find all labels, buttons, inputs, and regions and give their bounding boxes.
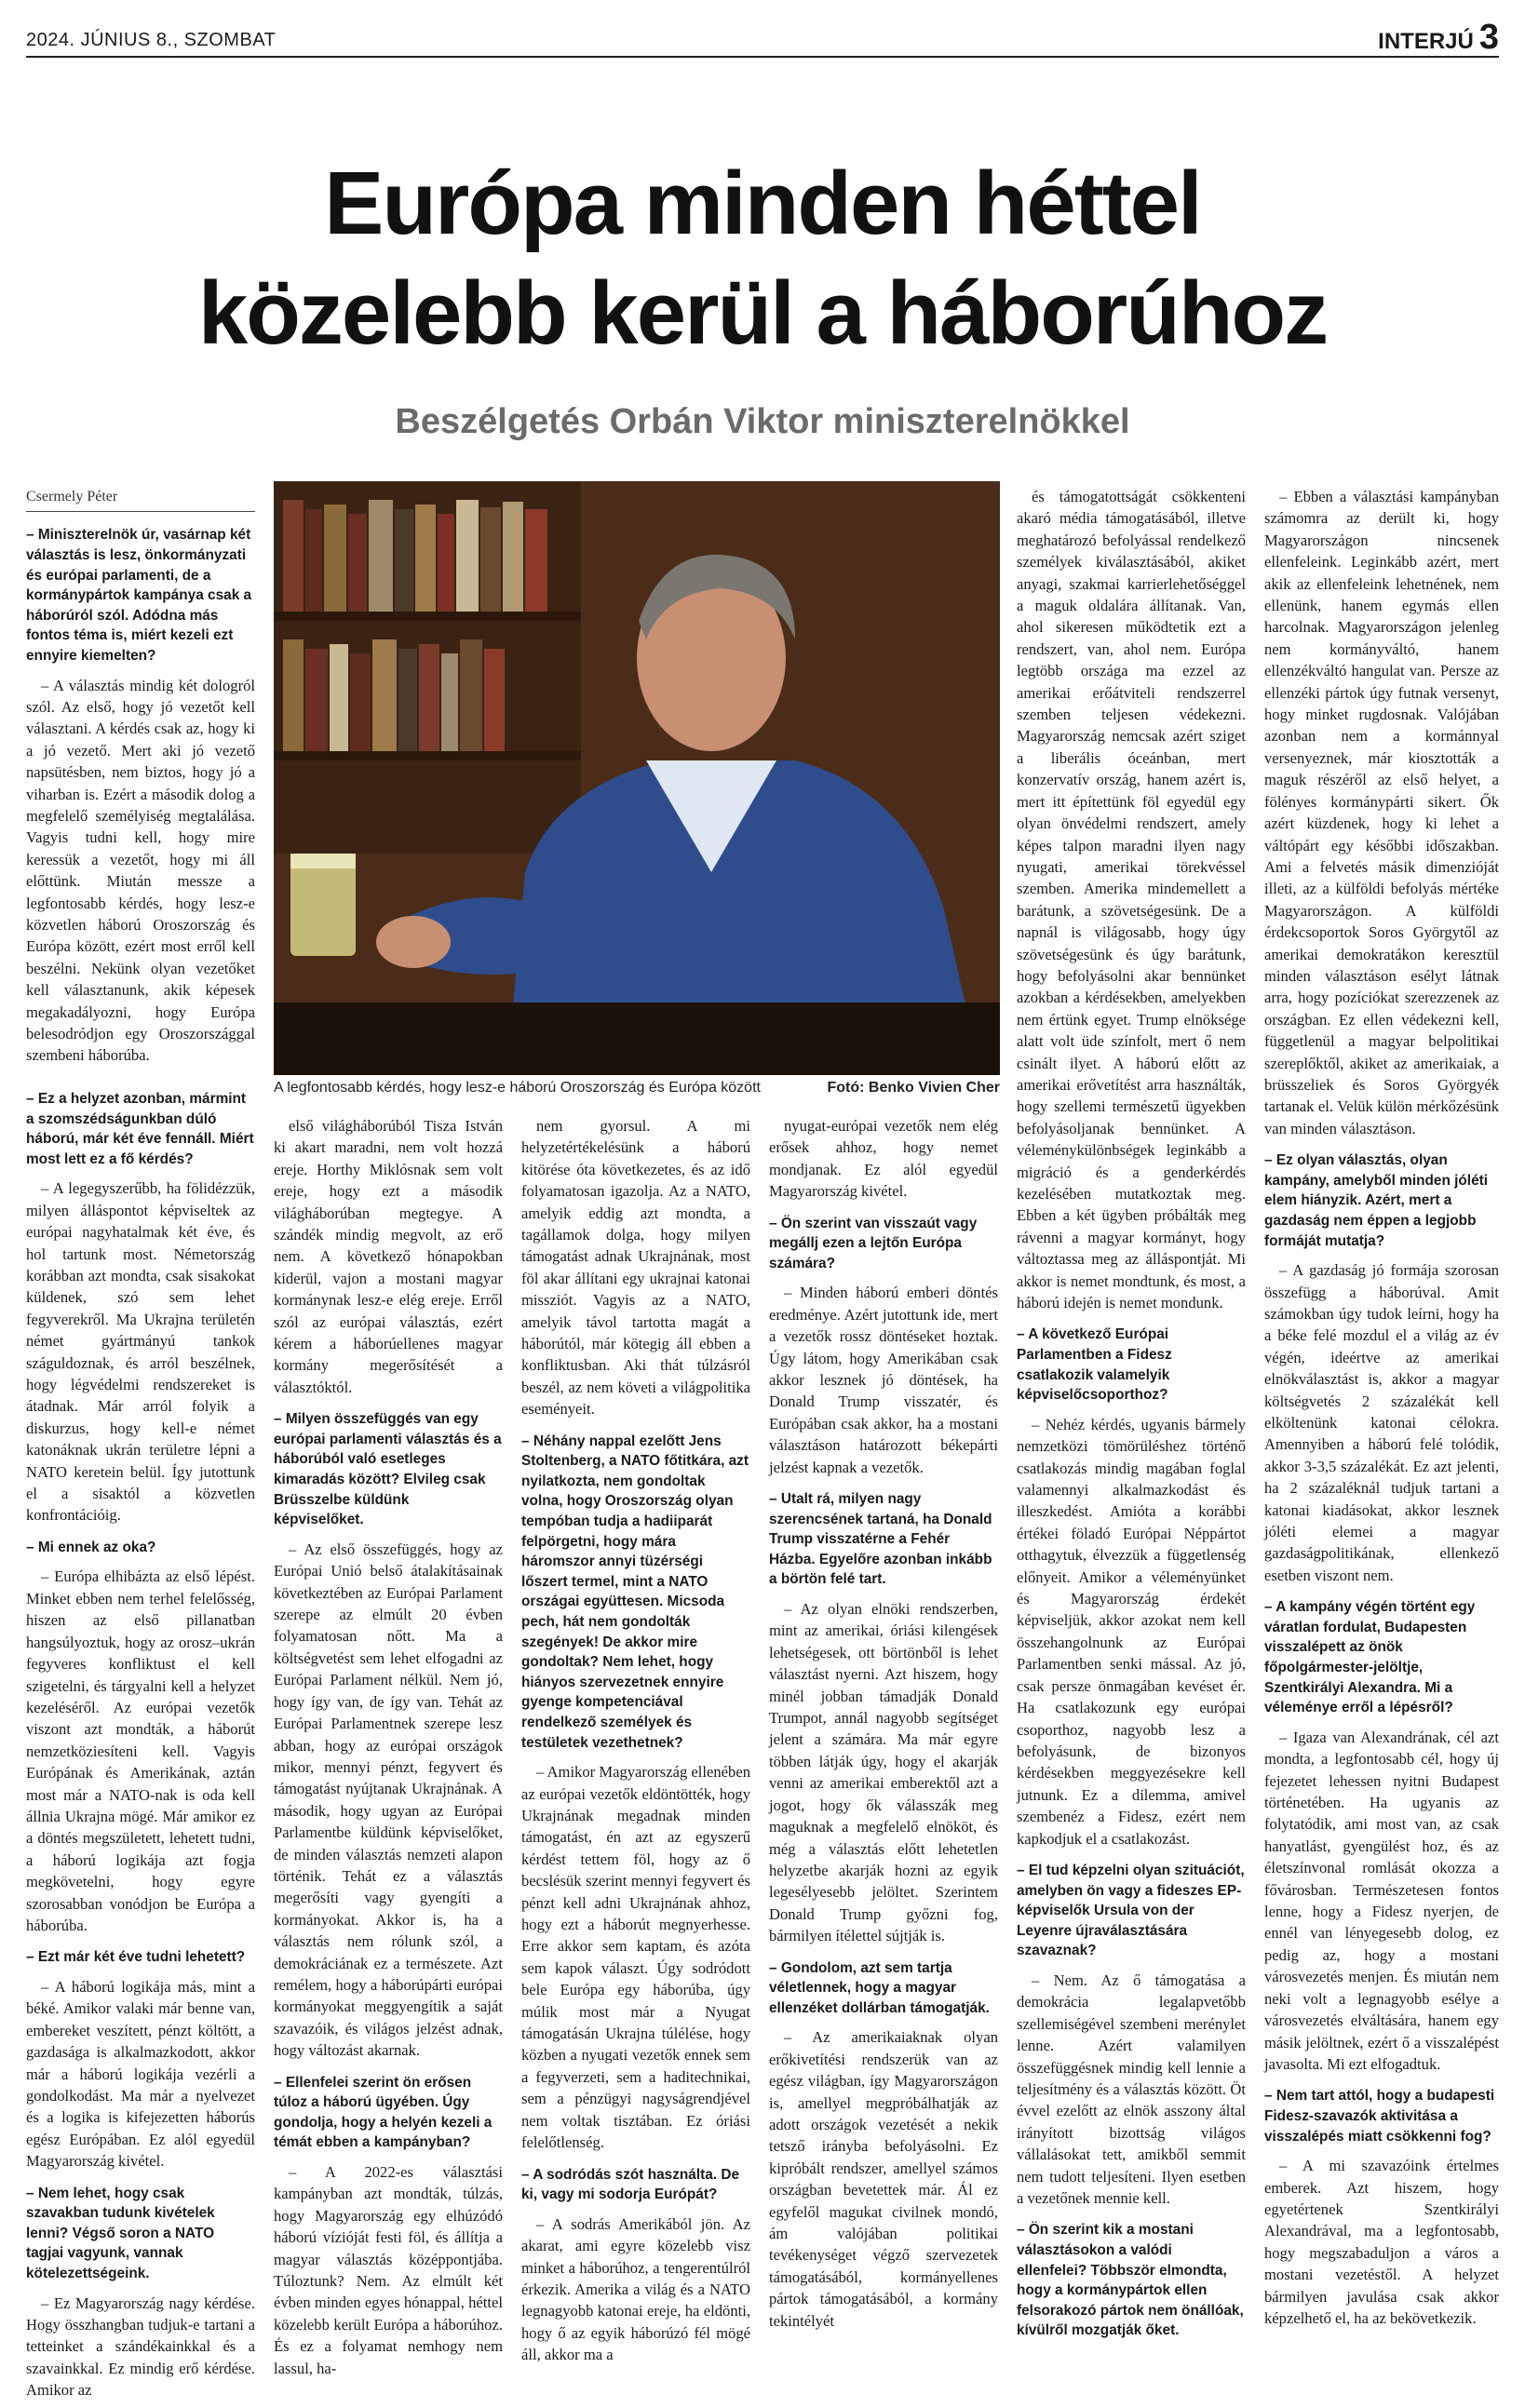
interview-question: – A következő Európai Parlamentben a Fidesz csatlakozik valamelyik képviselőcsoporthoz?	[1017, 1326, 1172, 1404]
author-byline: Csermely Péter	[26, 486, 255, 512]
interview-question: – Nem lehet, hogy csak szavakban tudunk kivételek lenni? Végső soron a NATO tagjai vagyunk, vannak kötelezettségeink.	[26, 2185, 215, 2281]
article-column-2	[274, 1115, 503, 2386]
article-column-1-top	[26, 486, 255, 1073]
interview-question: – Ezt már két éve tudni lehetett?	[26, 1949, 246, 1966]
photo-credit: Fotó: Benko Vivien Cher	[827, 1080, 1000, 1096]
interview-answer: nem gyorsul. A mi helyzetértékelésünk a háború kitörése óta következetes, és az idő folyamatosan igazolja. Az a NATO, amelyik eddig azt mondta, a tagállamok dolga, hogy milyen támogatást adnak Ukrajnának, most föl akar állítani egy ukrajnai katonai missziót. Vagyis az a NATO, amelyik távol tartotta magát a háborútól, már kötegig áll ebben a konfliktusban. Aki thát túlzásról beszél, az nem követi a világpolitika eseményeit.	[521, 1117, 750, 1419]
interview-answer: első világháborúból Tisza István ki akart maradni, nem volt hozzá ereje. Horthy Miklósnak sem volt ereje, hogy ezt a második világháborúban megtegye. A szándék mindig megvolt, az erő nem. A következő hónapokban kiderül, vajon a mostani magyar kormánynak lesz-e elég ereje. Erről szól az európai választás, ezért kérem a háborúellenes magyar kormány megerősítését a választóktól.	[274, 1117, 503, 1396]
interview-answer: – Igaza van Alexandrának, cél azt mondta, a legfontosabb cél, hogy új fejezetet lehessen nyitni Budapest történetében. Ha ugyanis az folytatódik, ami most van, az csak hanyatlást, gyengülést hoz, és az életszínvonal romlását okozza a fővárosban. Természetesen fontos lenne, hogy a Fidesz nyerjen, de ennél van lényegesebb dolog, ez pedig az, hogy a mostani városvezetés menjen. És miután nem neki volt a legnagyobb esélye a városvezetés elváltására, hanem egy másik jelöltnek, ezért ő a visszalépést javasolta. Mi ezt elfogadtuk.	[1264, 1728, 1499, 2073]
page-number: 3	[1478, 18, 1499, 57]
interview-question: – Ellenfelei szerint ön erősen túloz a háború ügyében. Úgy gondolja, hogy a helyén kezeli a témát ebben a kampányban?	[274, 2074, 493, 2151]
article-column-5	[1017, 486, 1246, 2349]
interview-question: – Nem tart attól, hogy a budapesti Fidesz-szavazók aktivitása a visszalépés miatt csökkenni fog?	[1264, 2088, 1495, 2145]
interview-question: – Mi ennek az oka?	[26, 1539, 156, 1555]
interview-answer: és támogatottságát csökkenteni akaró média támogatásából, illetve meghatározó befolyással rendelkező személyek kiválasztásából, akiket anyagi, szakmai karrierlehetőséggel a maguk oldalára állítanak. Van, ahol sikeresen működtetik ezt a rendszert, van, ahol nem. Európa legtöbb országa ma ezzel az amerikai erőátviteli rendszerrel szemben teljesen védekezni. Magyarország nemcsak azért sziget a liberális óceánban, mert konzervatív ország, hanem azért is, mert itt építettünk föl egyedül egy olyan önvédelmi rendszert, amely képes talpon maradni ilyen nagy nyugati, amerikai törekvéssel szemben. Amerika mindemellett a barátunk, a szövetségesünk. De a napnál is világosabb, hogy úgy szövetségesünk és úgy barátunk, hogy befolyásolni akar bennünket azokban a kérdésekben, amelyekben nem értünk egyet. Trump elnöksége alatt volt üde színfolt, mert ő nem csinált ilyet. A háború előtt az amerikai erővetítést arra használták, hogy szellemi természetű ügyekben befolyásoljanak bennünket. A véleménykülönbségek leginkább a migráció és a genderkérdés kezelésében mutatkoztak meg. Ebben a két ügyben próbálták meg rávenni a magyar kormányt, hogy változtassa meg az álláspontját. Mi akkor is nemet mondtunk, és most, a háború idején is nemet mondunk.	[1017, 488, 1246, 1312]
interview-answer: – A legegyszerűbb, ha fölidézzük, milyen álláspontot képviseltek az európai nagyhatalmak két éve, és hol tartunk most. Németország korábban azt mondta, csak sisakokat küldenek, szó sem lehet fegyverekről. Ma Ukrajna területén német gyártmányú tankok száguldoznak, és arról beszélnek, hogy légvédelmi rendszereket is átadnak. Már arról folyik a diskurzus, hogy kell-e német katonáknak ukrán területre lépni a NATO keretein belül. Így jutottunk el a sisaktól a közvetlen konfrontációig.	[26, 1179, 255, 1525]
interview-answer: – Ebben a választási kampányban számomra az derült ki, hogy Magyarországon nincsenek ellenfeleink. Leginkább azért, mert akik az ellenfeleink lehetnének, nem ellenünk, hanem egymás ellen harcolnak. Magyarországon jelenleg nem kormányváltó, hanem ellenzékváltó hangulat van. Persze az ellenzéki pártok úgy futnak versenyt, hogy minket rugdosnak. Valójában azonban nem a kormánnyal versenyeznek, már kiosztották a maguk részéről az első helyet, a fölényes kormánypárti sikert. Ők azért küzdenek, hogy ki lehet a váltópárt egy későbbi időszakban. Ami a felvetés másik dimenzióját illeti, az a külföldi befolyás mértéke Magyarországon. A külföldi érdekcsoportok Soros Györgytől az amerikai demokratákon keresztül minden választáson esélyt látnak arra, hogy pozíciókat szerezzenek az országban. Ez ellen védekezni kell, függetlenül a magyar belpolitikai szereplőktől, akiket az amerikaiak, a brüsszeliek és Soros Györgyék tartanak el. Velük külön mérkőzésünk van minden választáson.	[1264, 488, 1499, 1137]
tea-glass-illustration	[290, 854, 356, 956]
interview-answer: – A választás mindig két dologról szól. Az első, hogy jó vezetőt kell választani. A kérdés csak az, hogy ki a jó vezető. Mert aki jó vezető napsütésben, nem biztos, hogy jó a viharban is. Ezért a második dolog a megfelelő személyiség megtalálása. Vagyis tudni kell, hogy mire keressük a vezetőt, hogy mi áll előttünk. Miután messze a legfontosabb kérdés, hogy lesz-e közvetlen háború Oroszország és Európa között, ezért most erről kell beszélni. Nekünk olyan vezetőket kell választanunk, akik képesek megakadályozni, hogy Európa belesodródjon egy Oroszországgal szembeni háborúba.	[26, 676, 255, 1065]
headline-line-1: Európa minden héttel	[324, 154, 1201, 253]
interview-question: – A sodródás szót használta. De ki, vagy mi sodorja Európát?	[521, 2166, 740, 2203]
interview-answer: – Az első összefüggés, hogy az Európai Unió belső átalakításainak következtében az Európai Parlament szerepe az elmúlt 20 évben folyamatosan nőtt. Ma a költségvetést sem lehet elfogadni az Európai Parlament nélkül. Nem jó, hogy így van, de így van. Tehát az Európai Parlamentnek szerepe lesz abban, hogy az európai országok mikor, mennyi pénzt, fegyvert és támogatást nyújtanak Ukrajnának. A második, hogy ugyan az Európai Parlamentbe küldünk képviselőket, de minden választás nemzeti alapon történik. Tehát ez a választás megerősíti vagy gyengíti a kormányokat. Akkor is, ha a választás nem rólunk szól, a demokráciának ez a természete. Azt remélem, hogy a háborúpárti európai kormányokat meggyengítik a saját szavazóik, és világos jelzést adnak, hogy változást akarnak.	[274, 1540, 503, 2060]
interview-answer: – Az olyan elnöki rendszerben, mint az amerikai, óriási kilengések lehetségesek, ott börtönből is lehet választást nyerni. Azt hiszem, hogy minél jobban támadják Donald Trumpot, annál nagyobb segítséget jelent a számára. Ma már egyre többen látják úgy, hogy el akarják venni az amerikai emberektől azt a jogot, hogy ők válasszák meg maguknak a megfelelő elnököt, és még a választás előtt lehetetlen helyzetbe akarják hozni az egyik legesélyesebb jelöltet. Szerintem Donald Trump győzni fog, bármilyen ítélettel sújtják is.	[769, 1600, 998, 1945]
issue-date: 2024. JÚNIUS 8., SZOMBAT	[26, 30, 277, 50]
page-header	[26, 19, 1499, 58]
interview-answer: – Nem. Az ő támogatása a demokrácia legalapvetőbb szellemiségével szembeni merénylet lenne. Azért valamilyen összefüggésnek mindig kell lennie a teljesítmény és a választás között. Öt évvel ezelőtt az elnök asszony által irányított bizottság világos vállalásokat tett, amikből semmit nem tudott teljesíteni. Ilyen esetben a vezetőnek mennie kell.	[1017, 1971, 1246, 2207]
section-label	[1378, 18, 1499, 57]
headline-line-2: közelebb kerül a háborúhoz	[197, 263, 1328, 363]
article-column-3	[521, 1115, 750, 2373]
interview-answer: nyugat-európai vezetők nem elég erősek ahhoz, hogy nemet mondjanak. Ez alól egyedül Magyarország kivétel.	[769, 1117, 998, 1201]
interview-answer: – A sodrás Amerikából jön. Az akarat, ami egyre közelebb visz minket a háborúhoz, a tengerentúlról érkezik. Amerika a világ és a NATO legnagyobb katonai ereje, ha eldönti, hogy ő az egyik háborúzó fél mögé áll, akkor ma a	[521, 2214, 750, 2364]
interview-answer: – Az amerikaiaknak olyan erőkivetítési rendszerük van az egész világban, így Magyarországon is, amellyel megpróbálhatják az adott országok vezetését a nekik tetsző irányba befolyásolni. Ez kipróbált rendszer, amellyel számos országban bevetettek már. Ál ez egyfelől magukat civilnek mondó, ám valójában politikai tevékenységet végző szervezetek támogatásából, kormányellenes pártok támogatásából, a kormány tekintélyét	[769, 2028, 998, 2330]
interview-question: – Ön szerint kik a mostani választásokon a valódi ellenfelei? Többször elmondta, hogy a kormánypártok ellen felsorakozó pártok nem önállóak, kívülről mozgatják őket.	[1017, 2222, 1244, 2339]
article-column-6	[1264, 486, 1499, 2335]
interview-photo-illustration	[274, 481, 1000, 1075]
interview-answer: – Minden háború emberi döntés eredménye. Azért jutottunk ide, mert a vezetők rossz döntéseket hoztak. Úgy látom, hogy Amerikában csak akkor lesznek jó döntések, ha Donald Trump visszatér, és Európában csak akkor, ha a mostani választáson határozott békepárti jelzést kapnak a vezetők.	[769, 1284, 998, 1476]
article-photo	[274, 481, 1000, 1075]
interview-answer: – Amikor Magyarország ellenében az európai vezetők eldöntötték, hogy Ukrajnának megadnak minden támogatást, én azt az egyszerű kérdést tettem föl, hogy az ő becslésük szerint mennyi fegyvert és pénzt kell adni Ukrajnának ahhoz, hogy ezt a háborút megnyerhesse. Erre akkor sem kaptam, és azóta sem kapok választ. Úgy sodródott bele Európa egy háborúba, úgy múlik most már a Nyugat támogatásán Ukrajna túlélése, hogy közben a nyugati vezetők ennek sem a fegyverzeti, sem a haditechnikai, sem a pénzügyi nagyságrendjével nem voltak tisztában. Ez óriási felelőtlenség.	[521, 1763, 750, 2152]
interview-answer: – Ez Magyarország nagy kérdése. Hogy összhangban tudjuk-e tartani a tetteinket a szándékainkkal és a szavainkkal. Ez mindig erő kérdése. Amikor az	[26, 2294, 255, 2400]
photo-caption-text: A legfontosabb kérdés, hogy lesz-e háború Oroszország és Európa között	[274, 1080, 761, 1096]
interview-answer: – Európa elhibázta az első lépést. Minket ebben nem terhel felelősség, hiszen az első pillanatban hangsúlyoztuk, hogy az orosz–ukrán fegyveres konfliktust el kell szigetelni, és tárgyalni kell a helyzet kezeléséről. Az európai vezetők viszont azt mondták, a háborút nemzetköziesíteni kell. Vagyis Európának és Amerikának, aztán most már a NATO-nak is oda kell állnia Ukrajna mögé. Már amikor ez a döntés megszületett, lehetett tudni, a háború logikája azt fogja megkövetelni, hogy egyre szorosabban vonódjon be Európa a háborúba.	[26, 1567, 255, 1934]
interview-question: – A kampány végén történt egy váratlan fordulat, Budapesten visszalépett az önök főpolgármester-jelöltje, Szentkirályi Alexandra. Mi a véleménye erről a lépésről?	[1264, 1599, 1476, 1716]
interview-question: – Milyen összefüggés van egy európai parlamenti választás és a háborúból való esetleges kimaradás között? Elvileg csak Brüsszelbe küldünk képviselőket.	[274, 1411, 502, 1528]
article-column-1	[26, 1078, 255, 2408]
interview-answer: – Nehéz kérdés, ugyanis bármely nemzetközi tömörüléshez történő csatlakozás mindig magában foglal valamennyi alkalmazkodást és illeszkedést. Amióta a korábbi értékei föladó Európai Néppártot otthagytuk, élvezzük a függetlenség előnyeit. Amikor a véleményünket és Magyarország érdekét képviseljük, akkor azokat nem kell összehangolnunk az Európai Parlamentben senki mással. Az jó, csak persze önmagában kevéset ér. Ha csatlakozunk egy európai csoporthoz, nagyobb lesz a befolyásunk, de bizonyos kérdésekben meggyezésekre kell jutnunk. Ez a dilemma, amivel szembenéz a Fidesz, ezért nem kapkodjuk el a csatlakozást.	[1017, 1415, 1246, 1848]
interview-question: – Ön szerint van visszaút vagy megállj ezen a lejtőn Európa számára?	[769, 1215, 978, 1271]
article-column-4	[769, 1115, 998, 2338]
interview-answer: – A háború logikája más, mint a béké. Amikor valaki már benne van, embereket veszített, pénzt költött, a gazdasága is alkalmazkodott, akkor már a háború logikája vezérli a gondolkodást. Ma már a nyelvezet és a logika is kifejezetten háborús egész Európában. Ez alól egyedül Magyarország kivétel.	[26, 1977, 255, 2171]
interview-question: – Ez a helyzet azonban, mármint a szomszédságunkban dúló háború, már két éve fennáll. Miért most lett ez a fő kérdés?	[26, 1091, 254, 1167]
interview-question: – Miniszterelnök úr, vasárnap két választás is lesz, önkormányzati és európai parlamenti, de a kormánypártok kampánya csak a háborúról szól. Adódna más fontos téma is, miért kezeli ezt ennyire kiemelten?	[26, 527, 252, 664]
interview-question: – El tud képzelni olyan szituációt, amelyben ön vagy a fideszes EP-képviselők Ursula von der Leyenre újraválasztására szavaznak?	[1017, 1862, 1245, 1959]
interview-question: – Gondolom, azt sem tartja véletlennek, hogy a magyar ellenzéket dollárban támogatják.	[769, 1959, 990, 2016]
photo-caption	[274, 1080, 1000, 1096]
article-subtitle: Beszélgetés Orbán Viktor miniszterelnökkel	[395, 402, 1130, 441]
interview-question: – Utalt rá, milyen nagy szerencsének tartaná, ha Donald Trump visszatérne a Fehér Házba. Egyelőre azonban inkább a börtön felé tart.	[769, 1491, 992, 1588]
interview-answer: – A 2022-es választási kampányban azt mondták, túlzás, hogy Magyarország egy elhúzódó háború vízióját festi föl, és állítja a magyar választás középpontjába. Túloztunk? Nem. Az elmúlt két évben minden egyes hónappal, héttel közelebb került Európa a háborúhoz. És ez a folyamat nemhogy nem lassul, ha-	[274, 2162, 503, 2377]
section-name: INTERJÚ	[1378, 29, 1474, 54]
interview-question: – Ez olyan választás, olyan kampány, amelyből minden jóléti elem hiányzik. Azért, mert a gazdaság nem éppen a legjobb formáját mutatja?	[1264, 1152, 1489, 1249]
interview-question: – Néhány nappal ezelőtt Jens Stoltenberg, a NATO főtitkára, azt nyilatkozta, nem gondoltak volna, hogy Oroszország olyan tempóban tudja a hadiiparát felpörgetni, hogy mára háromszor annyi tüzérségi lőszert termel, mint a NATO országai együttesen. Micsoda pech, hát nem gondolták szegények! De akkor mire gondoltak? Nem lehet, hogy hiányos szervezetnek ennyire gyenge kompetenciával rendelkező személyek és testületek vezethetnek?	[521, 1433, 749, 1751]
interview-answer: – A gazdaság jó formája szorosan összefügg a háborúval. Amit számokban úgy tudok leírni, hogy ha a béke felé mozdul el a világ az év végén, ideértve az amerikai elnökválasztást is, akkor a magyar költségvetés 2 százalékát kell elköltenünk katonai célokra. Amennyiben a háború felé tolódik, akkor 3-3,5 százalékát. Ez azt jelenti, ha 2 százaléknál tudjuk tartani a katonai kiadásokat, akkor lesznek jóléti elemei a magyar gazdaságpolitikának, ellenkező esetben viszont nem.	[1264, 1261, 1499, 1584]
interview-answer: – A mi szavazóink értelmes emberek. Azt hiszem, hogy egyetértenek Szentkirályi Alexandrával, ma a legfontosabb, hogy megszabaduljon a város a mostani vezetéstől. A helyzet bármilyen javulása csak akkor képzelhető el, ha az bekövetkezik.	[1264, 2157, 1499, 2327]
article-headline	[37, 149, 1488, 369]
